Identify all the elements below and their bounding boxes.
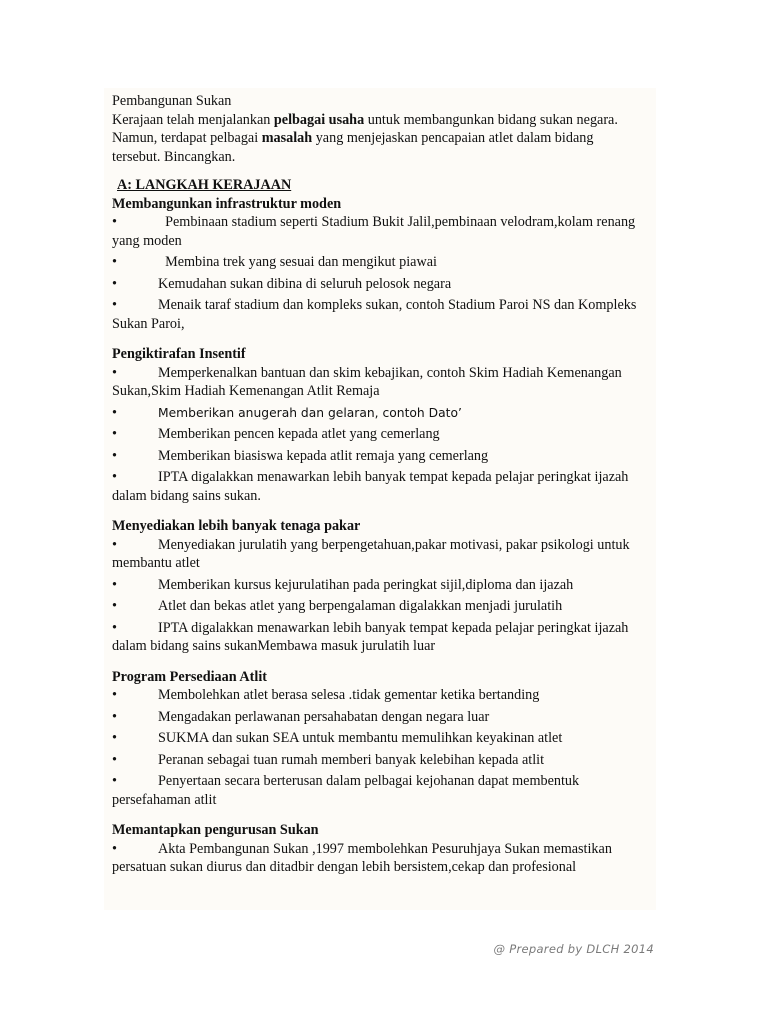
bullet-text: Penyertaan secara berterusan dalam pelbagai kejohanan dapat membentuk persefahaman atlit bbox=[112, 773, 583, 808]
section-block bbox=[112, 195, 658, 334]
bullet-text: SUKMA dan sukan SEA untuk membantu memulihkan keyakinan atlet bbox=[158, 730, 563, 746]
bullet-item bbox=[112, 536, 658, 573]
bullet-icon bbox=[112, 708, 158, 727]
document-content bbox=[112, 92, 658, 880]
bullet-icon bbox=[112, 597, 158, 616]
bullet-icon bbox=[112, 840, 158, 859]
bullet-text: Membolehkan atlet berasa selesa .tidak gementar ketika bertanding bbox=[158, 687, 540, 703]
bullet-icon bbox=[112, 576, 158, 595]
bullet-text: Membina trek yang sesuai dan mengikut piawai bbox=[158, 254, 437, 270]
question-text: yang menjejaskan pencapaian atlet dalam bidang bbox=[312, 130, 594, 146]
bullet-item bbox=[112, 840, 658, 877]
section-title: A: LANGKAH KERAJAAN bbox=[117, 177, 292, 193]
footer-credit: @ Prepared by DLCH 2014 bbox=[493, 942, 654, 956]
bullet-icon bbox=[112, 729, 158, 748]
bullet-icon bbox=[112, 425, 158, 444]
bullet-text: Menaik taraf stadium dan kompleks sukan, contoh Stadium Paroi NS dan Kompleks Sukan Paroi, bbox=[112, 297, 640, 332]
bullet-icon bbox=[112, 772, 158, 791]
section-block bbox=[112, 668, 658, 810]
bullet-item bbox=[112, 751, 658, 770]
bullet-text: Pembinaan stadium seperti Stadium Bukit Jalil,pembinaan velodram,kolam renang yang moden bbox=[112, 214, 639, 249]
question-text: Namun, terdapat pelbagai bbox=[112, 130, 262, 146]
bullet-text: Menyediakan jurulatih yang berpengetahuan,pakar motivasi, pakar psikologi untuk membantu atlet bbox=[112, 536, 634, 571]
question-text: untuk membangunkan bidang sukan negara. bbox=[364, 111, 618, 128]
bullet-text: IPTA digalakkan menawarkan lebih banyak tempat kepada pelajar peringkat ijazah dalam bidang sains sukanMembawa masuk jurulatih luar bbox=[112, 619, 632, 654]
bullet-icon bbox=[112, 447, 158, 466]
bullet-item bbox=[112, 729, 658, 748]
section-heading: Memantapkan pengurusan Sukan bbox=[112, 822, 319, 838]
bullet-icon bbox=[112, 404, 158, 423]
question-line-3: tersebut. Bincangkan. bbox=[112, 148, 236, 165]
section-heading: Pengiktirafan Insentif bbox=[112, 346, 246, 362]
document-title: Pembangunan Sukan bbox=[112, 93, 232, 109]
question-intro bbox=[112, 92, 658, 166]
bullet-item bbox=[112, 447, 658, 466]
bullet-icon bbox=[112, 296, 158, 315]
bullet-item bbox=[112, 425, 658, 444]
section-block bbox=[112, 345, 658, 505]
question-line-2 bbox=[112, 129, 658, 148]
bullet-item bbox=[112, 597, 658, 616]
bullet-item bbox=[112, 772, 658, 809]
bullet-item bbox=[112, 213, 658, 250]
bullet-text: IPTA digalakkan menawarkan lebih banyak tempat kepada pelajar peringkat ijazah dalam bidang sains sukan. bbox=[112, 469, 632, 504]
bullet-icon bbox=[112, 275, 158, 294]
bullet-item bbox=[112, 364, 658, 401]
bullet-item bbox=[112, 576, 658, 595]
bullet-text: Memberikan biasiswa kepada atlit remaja yang cemerlang bbox=[158, 447, 489, 464]
section-heading: Membangunkan infrastruktur moden bbox=[112, 195, 342, 212]
question-emphasis: pelbagai usaha bbox=[273, 111, 365, 128]
bullet-item bbox=[112, 275, 658, 294]
bullet-icon bbox=[112, 686, 158, 705]
bullet-icon bbox=[112, 253, 158, 272]
bullet-text: Memberikan anugerah dan gelaran, contoh Dato’ bbox=[158, 405, 462, 420]
section-heading: Menyediakan lebih banyak tenaga pakar bbox=[112, 518, 361, 534]
bullet-icon bbox=[112, 364, 158, 383]
section-block bbox=[112, 517, 658, 656]
bullet-item bbox=[112, 468, 658, 505]
bullet-text: Akta Pembangunan Sukan ,1997 membolehkan Pesuruhjaya Sukan memastikan persatuan sukan diurus dan ditadbir dengan lebih bersistem,cekap dan profesional bbox=[112, 840, 616, 875]
question-text: Kerajaan telah menjalankan bbox=[112, 111, 274, 128]
bullet-icon bbox=[112, 536, 158, 555]
bullet-text: Atlet dan bekas atlet yang berpengalaman digalakkan menjadi jurulatih bbox=[158, 598, 563, 614]
bullet-item bbox=[112, 686, 658, 705]
section-heading: Program Persediaan Atlit bbox=[112, 668, 267, 685]
bullet-icon bbox=[112, 213, 158, 232]
bullet-text: Kemudahan sukan dibina di seluruh pelosok negara bbox=[158, 275, 452, 292]
section-block bbox=[112, 821, 658, 877]
bullet-icon bbox=[112, 751, 158, 770]
question-line-1 bbox=[112, 111, 658, 130]
bullet-text: Mengadakan perlawanan persahabatan dengan negara luar bbox=[158, 708, 490, 725]
question-emphasis: masalah bbox=[261, 130, 313, 146]
bullet-item bbox=[112, 296, 658, 333]
bullet-text: Peranan sebagai tuan rumah memberi banyak kelebihan kepada atlit bbox=[158, 751, 545, 768]
bullet-text: Memberikan pencen kepada atlet yang cemerlang bbox=[158, 426, 440, 442]
bullet-item bbox=[112, 253, 658, 272]
bullet-icon bbox=[112, 619, 158, 638]
bullet-text: Memberikan kursus kejurulatihan pada peringkat sijil,diploma dan ijazah bbox=[158, 576, 574, 593]
bullet-item bbox=[112, 404, 658, 423]
sections-container bbox=[112, 195, 658, 877]
bullet-item bbox=[112, 619, 658, 656]
bullet-icon bbox=[112, 468, 158, 487]
bullet-item bbox=[112, 708, 658, 727]
bullet-text: Memperkenalkan bantuan dan skim kebajikan, contoh Skim Hadiah Kemenangan Sukan,Skim Hadiah Kemenangan Atlit Remaja bbox=[112, 364, 626, 399]
